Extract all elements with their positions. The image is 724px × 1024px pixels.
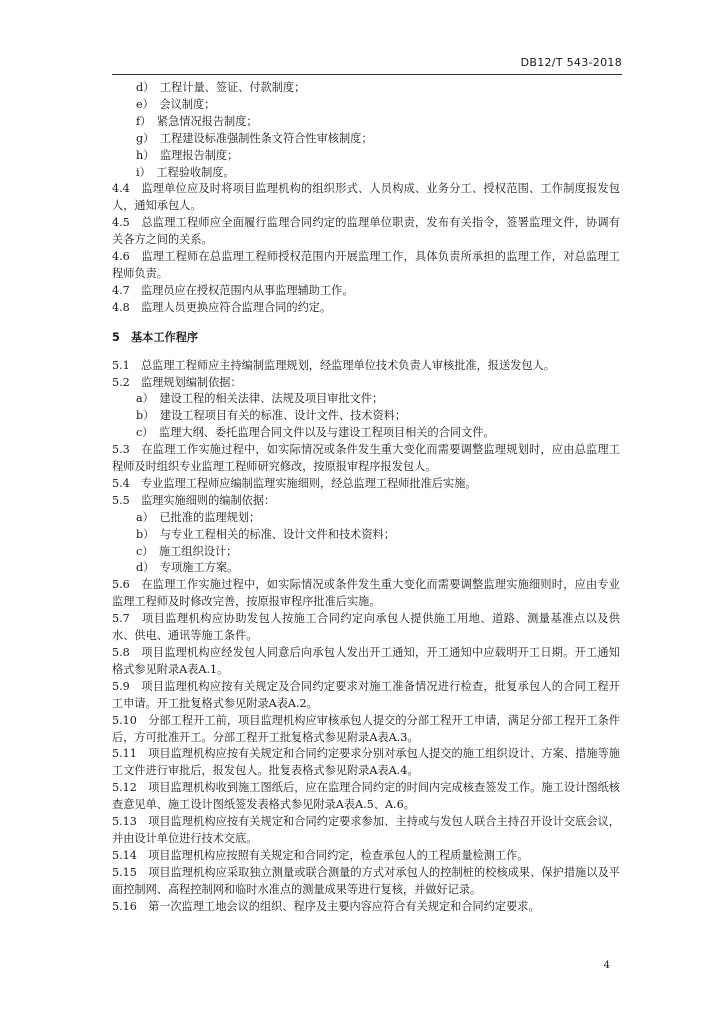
- list-item: g） 工程建设标准强制性条文符合性审核制度；: [136, 131, 373, 145]
- section-heading: 5 基本工作程序: [112, 330, 199, 344]
- list-item: e） 会议制度；: [136, 97, 216, 111]
- clause-paragraph: 5.2 监理规划编制依据：: [112, 375, 242, 389]
- clause-paragraph: 5.1 总监理工程师应主持编制监理规划，经监理单位技术负责人审核批准，报送发包人。: [112, 358, 555, 372]
- clause-paragraph: 5.4 专业监理工程师应编制监理实施细则，经总监理工程师批准后实施。: [112, 476, 477, 490]
- list-item: a） 已批准的监理规划；: [136, 510, 261, 524]
- clause-paragraph: 5.15 项目监理机构应采取独立测量或联合测量的方式对承包人的控制桩的校核成果、保护措施以及平面控制网、高程控制网和临时水准点的测量成果等进行复核，并做好记录。: [112, 865, 620, 896]
- clause-paragraph: 5.3 在监理工作实施过程中，如实际情况或条件发生重大变化而需要调整监理规划时，应由总监理工程师及时组织专业监理工程师研究修改，按原报审程序报发包人。: [112, 443, 620, 474]
- list-item: i） 工程验收制度。: [136, 165, 235, 179]
- clause-paragraph: 5.9 项目监理机构应按有关规定及合同约定要求对施工准备情况进行检查，批复承包人的合同工程开工申请。开工批复格式参见附录A表A.2。: [112, 679, 620, 710]
- clause-paragraph: 5.10 分部工程开工前，项目监理机构应审核承包人提交的分部工程开工申请，满足分部工程开工条件后，方可批准开工。分部工程开工批复格式参见附录A表A.3。: [112, 713, 620, 744]
- list-item: a） 建设工程的相关法律、法规及项目审批文件；: [136, 392, 384, 406]
- list-item: d） 专项施工方案。: [136, 561, 239, 575]
- clause-paragraph: 5.8 项目监理机构应经发包人同意后向承包人发出开工通知，开工通知中应载明开工日期。开工通知格式参见附录A表A.1。: [112, 646, 620, 676]
- clause-paragraph: 5.13 项目监理机构应按有关规定和合同约定要求参加、主持或与发包人联合主持召开设计交底会议，并由设计单位进行技术交底。: [112, 815, 620, 845]
- clause-paragraph: 5.14 项目监理机构应按照有关规定和合同约定，检查承包人的工程质量检测工作。: [112, 848, 529, 862]
- list-item: c） 监理大纲、委托监理合同文件以及与建设工程项目相关的合同文件。: [136, 426, 495, 440]
- clause-paragraph: 4.6 监理工程师在总监理工程师授权范围内开展监理工作，具体负责所承担的监理工作，对总监理工程师负责。: [112, 250, 620, 280]
- clause-paragraph: 4.4 监理单位应及时将项目监理机构的组织形式、人员构成、业务分工、授权范围、工作制度报发包人，通知承包人。: [112, 182, 620, 213]
- list-item: f） 紧急情况报告制度；: [136, 114, 258, 128]
- clause-paragraph: 5.12 项目监理机构收到施工图纸后，应在监理合同约定的时间内完成核查签发工作。施工设计图纸核查意见单、施工设计图纸签发表格式参见附录A表A.5、A.6。: [112, 781, 620, 812]
- clause-paragraph: 5.11 项目监理机构应按有关规定和合同约定要求分别对承包人提交的施工组织设计、方案、措施等施工文件进行审批后，报发包人。批复表格式参见附录A表A.4。: [112, 747, 620, 778]
- list-item: d） 工程计量、签证、付款制度；: [136, 81, 306, 94]
- clause-paragraph: 4.7 监理员应在授权范围内从事监理辅助工作。: [112, 283, 354, 297]
- document-body: [112, 80, 620, 916]
- clause-paragraph: 5.16 第一次监理工地会议的组织、程序及主要内容应符合有关规定和合同约定要求。: [112, 899, 540, 913]
- clause-paragraph: 5.5 监理实施细则的编制依据：: [112, 493, 276, 507]
- list-item: c） 施工组织设计；: [136, 544, 238, 558]
- list-item: b） 与专业工程相关的标准、设计文件和技术资料；: [136, 527, 395, 541]
- page-number: 4: [603, 960, 610, 971]
- clause-paragraph: 4.5 总监理工程师应全面履行监理合同约定的监理单位职责，发布有关指令，签署监理文件，协调有关各方之间的关系。: [112, 216, 620, 247]
- list-item: b） 建设工程项目有关的标准、设计文件、技术资料；: [136, 409, 407, 423]
- list-item: h） 监理报告制度；: [136, 148, 239, 162]
- clause-paragraph: 4.8 监理人员更换应符合监理合同的约定。: [112, 300, 332, 314]
- header-rule: [112, 74, 622, 75]
- clause-paragraph: 5.6 在监理工作实施过程中，如实际情况或条件发生重大变化而需要调整监理实施细则时，应由专业监理工程师及时修改完善，按原报审程序批准后实施。: [112, 578, 620, 609]
- header-standard-code: DB12/T 543-2018: [520, 56, 622, 69]
- clause-paragraph: 5.7 项目监理机构应协助发包人按施工合同约定向承包人提供施工用地、道路、测量基准点以及供水、供电、通讯等施工条件。: [112, 612, 620, 643]
